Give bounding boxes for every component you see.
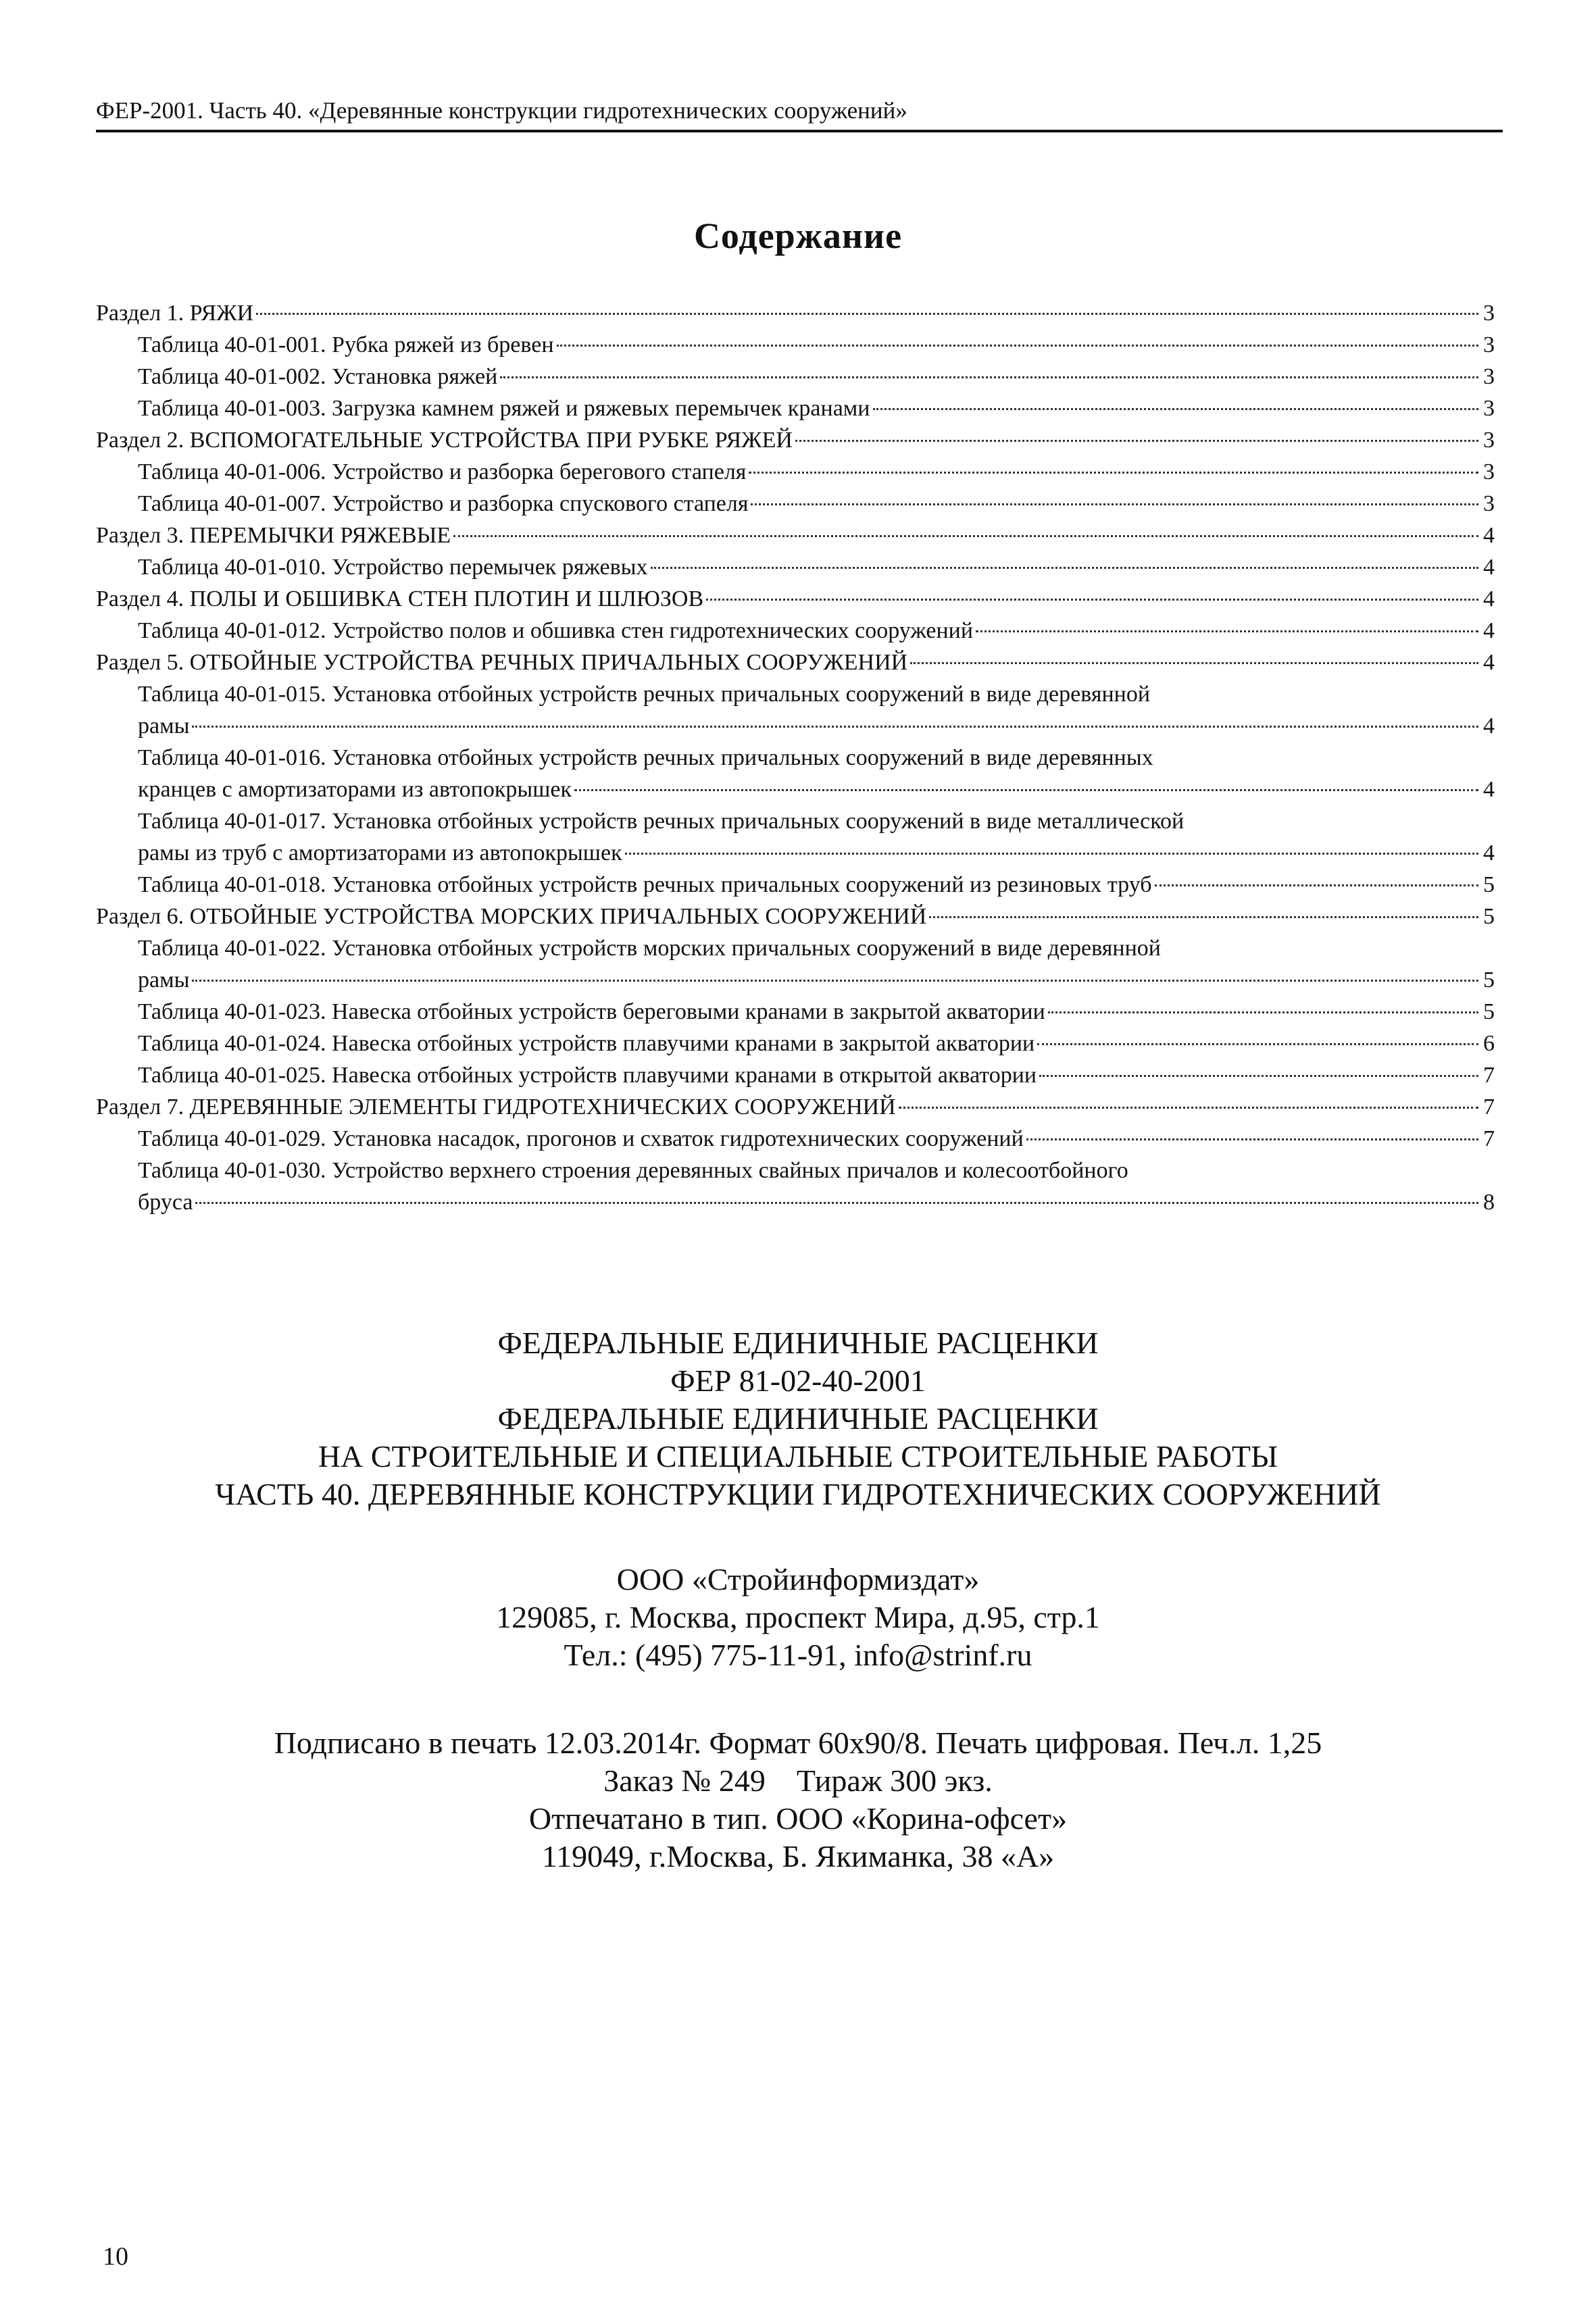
title-line: ЧАСТЬ 40. ДЕРЕВЯННЫЕ КОНСТРУКЦИИ ГИДРОТЕХНИЧЕСКИХ СООРУЖЕНИЙ — [215, 1477, 1381, 1511]
toc-table-40-01-017[interactable] — [96, 805, 1495, 869]
toc-entry-text: Таблица 40-01-023. Навеска отбойных устройств береговыми кранами в закрытой акватории — [138, 999, 1045, 1024]
toc-entry-text: Раздел 6. ОТБОЙНЫЕ УСТРОЙСТВА МОРСКИХ ПРИЧАЛЬНЫХ СООРУЖЕНИЙ — [96, 904, 927, 929]
toc-table-40-01-016[interactable] — [96, 742, 1495, 805]
toc-page-number: 5 — [1483, 999, 1495, 1024]
toc-section-5[interactable] — [96, 647, 1495, 678]
printer-address: 119049, г.Москва, Б. Якиманка, 38 «А» — [541, 1839, 1055, 1873]
toc-table-40-01-029[interactable] — [96, 1123, 1495, 1155]
toc-section-1[interactable] — [96, 297, 1495, 329]
toc-table-40-01-007[interactable] — [96, 488, 1495, 520]
toc-table-40-01-002[interactable] — [96, 361, 1495, 393]
title-line: ФЕДЕРАЛЬНЫЕ ЕДИНИЧНЫЕ РАСЦЕНКИ — [497, 1401, 1099, 1436]
printer-name: Отпечатано в тип. ООО «Корина-офсет» — [528, 1801, 1068, 1836]
imprint-block — [0, 1324, 1596, 1876]
toc-page-number: 5 — [1483, 967, 1495, 992]
toc-entry-text-cont: рамы — [138, 967, 190, 992]
toc-page-number: 6 — [1483, 1031, 1495, 1056]
toc-entry-text: Таблица 40-01-003. Загрузка камнем ряжей и ряжевых перемычек кранами — [138, 396, 870, 421]
toc-entry-text: Таблица 40-01-010. Устройство перемычек ряжевых — [138, 555, 648, 580]
print-signed-line: Подписано в печать 12.03.2014г. Формат 60x90/8. Печать цифровая. Печ.л. 1,25 — [274, 1726, 1322, 1760]
toc-page-number: 7 — [1483, 1063, 1495, 1088]
toc-page-number: 5 — [1483, 872, 1495, 897]
toc-table-40-01-006[interactable] — [96, 456, 1495, 488]
publication-title — [0, 1324, 1596, 1513]
toc-table-40-01-015[interactable] — [96, 678, 1495, 742]
toc-page-number: 4 — [1483, 777, 1495, 802]
title-line: ФЕДЕРАЛЬНЫЕ ЕДИНИЧНЫЕ РАСЦЕНКИ — [497, 1326, 1099, 1360]
toc-table-40-01-030[interactable] — [96, 1155, 1495, 1218]
toc-table-40-01-010[interactable] — [96, 551, 1495, 583]
print-info — [0, 1724, 1596, 1876]
toc-section-6[interactable] — [96, 901, 1495, 932]
running-header: ФЕР-2001. Часть 40. «Деревянные конструкции гидротехнических сооружений» — [96, 95, 1503, 132]
toc-section-2[interactable] — [96, 424, 1495, 456]
toc-entry-text: Таблица 40-01-007. Устройство и разборка спускового стапеля — [138, 491, 749, 516]
toc-entry-text: Таблица 40-01-006. Устройство и разборка берегового стапеля — [138, 459, 747, 484]
toc-page-number: 4 — [1483, 586, 1495, 611]
toc-page-number: 4 — [1483, 650, 1495, 675]
toc-entry-text: Таблица 40-01-002. Установка ряжей — [138, 364, 498, 389]
toc-page-number: 4 — [1483, 713, 1495, 738]
toc-entry-text: Таблица 40-01-001. Рубка ряжей из бревен — [138, 332, 554, 357]
toc-page-number: 4 — [1483, 840, 1495, 865]
toc-table-40-01-001[interactable] — [96, 329, 1495, 361]
publisher-address: 129085, г. Москва, проспект Мира, д.95, стр.1 — [496, 1600, 1100, 1634]
publisher-name: ООО «Стройинформиздат» — [616, 1562, 980, 1596]
page-number: 10 — [103, 2242, 128, 2271]
toc-entry-text: Раздел 5. ОТБОЙНЫЕ УСТРОЙСТВА РЕЧНЫХ ПРИЧАЛЬНЫХ СООРУЖЕНИЙ — [96, 650, 908, 675]
toc-entry-text: Таблица 40-01-016. Установка отбойных устройств речных причальных сооружений в виде деревянных — [138, 745, 1153, 770]
toc-entry-text: Таблица 40-01-029. Установка насадок, прогонов и схваток гидротехнических сооружений — [138, 1126, 1024, 1151]
publisher-contacts: Тел.: (495) 775-11-91, info@strinf.ru — [564, 1638, 1032, 1672]
toc-page-number: 8 — [1483, 1190, 1495, 1215]
toc-page-number: 3 — [1483, 364, 1495, 389]
toc-entry-text-cont: кранцев с амортизаторами из автопокрышек — [138, 777, 572, 802]
toc-page-number: 7 — [1483, 1126, 1495, 1151]
toc-page-number: 4 — [1483, 523, 1495, 548]
toc-page-number: 3 — [1483, 459, 1495, 484]
toc-section-3[interactable] — [96, 520, 1495, 551]
toc-entry-text: Раздел 1. РЯЖИ — [96, 301, 254, 326]
toc-page-number: 4 — [1483, 555, 1495, 580]
toc-table-40-01-024[interactable] — [96, 1028, 1495, 1059]
toc-entry-text: Таблица 40-01-017. Установка отбойных устройств речных причальных сооружений в виде металлической — [138, 809, 1184, 834]
toc-entry-text: Раздел 4. ПОЛЫ И ОБШИВКА СТЕН ПЛОТИН И ШЛЮЗОВ — [96, 586, 704, 611]
toc-page-number: 7 — [1483, 1095, 1495, 1120]
toc-table-40-01-012[interactable] — [96, 615, 1495, 647]
toc-page-number: 3 — [1483, 428, 1495, 453]
toc-title: Содержание — [693, 216, 903, 256]
toc-entry-text-cont: рамы из труб с амортизаторами из автопокрышек — [138, 840, 622, 865]
print-order-line: Заказ № 249 Тираж 300 экз. — [603, 1763, 993, 1798]
toc-entry-text: Раздел 7. ДЕРЕВЯННЫЕ ЭЛЕМЕНТЫ ГИДРОТЕХНИЧЕСКИХ СООРУЖЕНИЙ — [96, 1095, 896, 1120]
toc-entry-text: Раздел 2. ВСПОМОГАТЕЛЬНЫЕ УСТРОЙСТВА ПРИ РУБКЕ РЯЖЕЙ — [96, 428, 793, 453]
toc-section-7[interactable] — [96, 1091, 1495, 1123]
toc-table-40-01-003[interactable] — [96, 393, 1495, 424]
toc-entry-text: Таблица 40-01-030. Устройство верхнего строения деревянных свайных причалов и колесоотбойного — [138, 1158, 1128, 1183]
toc-entry-text: Таблица 40-01-022. Установка отбойных устройств морских причальных сооружений в виде деревянной — [138, 936, 1161, 961]
toc-page-number: 3 — [1483, 332, 1495, 357]
toc-entry-text: Таблица 40-01-015. Установка отбойных устройств речных причальных сооружений в виде деревянной — [138, 682, 1151, 707]
title-line: ФЕР 81-02-40-2001 — [670, 1363, 926, 1398]
toc-page-number: 5 — [1483, 904, 1495, 929]
toc-table-40-01-025[interactable] — [96, 1059, 1495, 1091]
toc-entry-text: Таблица 40-01-024. Навеска отбойных устройств плавучими кранами в закрытой акватории — [138, 1031, 1035, 1056]
toc-page-number: 3 — [1483, 301, 1495, 326]
toc-page-number: 4 — [1483, 618, 1495, 643]
toc-page-number: 3 — [1483, 396, 1495, 421]
toc-entry-text-cont: рамы — [138, 713, 190, 738]
title-line: НА СТРОИТЕЛЬНЫЕ И СПЕЦИАЛЬНЫЕ СТРОИТЕЛЬНЫЕ РАБОТЫ — [318, 1439, 1278, 1474]
table-of-contents — [96, 297, 1495, 1218]
toc-entry-text-cont: бруса — [138, 1190, 193, 1215]
toc-section-4[interactable] — [96, 583, 1495, 615]
toc-entry-text: Таблица 40-01-012. Устройство полов и обшивка стен гидротехнических сооружений — [138, 618, 974, 643]
toc-entry-text: Таблица 40-01-025. Навеска отбойных устройств плавучими кранами в открытой акватории — [138, 1063, 1037, 1088]
toc-table-40-01-018[interactable] — [96, 869, 1495, 901]
toc-entry-text: Раздел 3. ПЕРЕМЫЧКИ РЯЖЕВЫЕ — [96, 523, 451, 548]
toc-entry-text: Таблица 40-01-018. Установка отбойных устройств речных причальных сооружений из резиновых труб — [138, 872, 1152, 897]
toc-page-number: 3 — [1483, 491, 1495, 516]
toc-table-40-01-022[interactable] — [96, 932, 1495, 996]
toc-table-40-01-023[interactable] — [96, 996, 1495, 1028]
publisher-info — [0, 1561, 1596, 1674]
